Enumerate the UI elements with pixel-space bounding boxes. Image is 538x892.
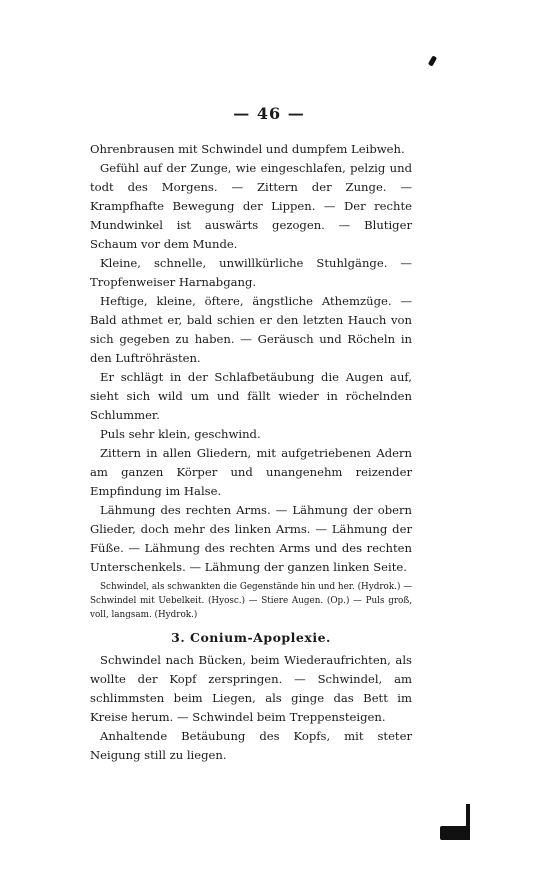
paragraph: Anhaltende Betäubung des Kopfs, mit steter Neigung still zu liegen. xyxy=(90,729,412,762)
page-edge-mark xyxy=(440,826,470,840)
section-heading: 3. Conium-Apoplexie. xyxy=(171,630,331,645)
paragraph: Puls sehr klein, geschwind. xyxy=(100,427,261,441)
page-edge-mark xyxy=(466,804,470,828)
footnote-observations: Schwindel, als schwankten die Gegenstände hin und her. (Hydrok.) — Schwindel mit Uebelkeit. (Hyosc.) — Stiere Augen. (Op.) — Puls groß, voll, langsam. (Hydrok.) xyxy=(90,582,412,620)
paragraph: Lähmung des rechten Arms. — Lähmung der obern Glieder, doch mehr des linken Arms. — Lähmung der Füße. — Lähmung des rechten Arms und des rechten Unterschenkels. — Lähmung der ganzen linken Seite. xyxy=(90,503,412,574)
ink-mark xyxy=(428,55,437,66)
paragraph: Schwindel nach Bücken, beim Wiederaufrichten, als wollte der Kopf zerspringen. — Schwindel, am schlimmsten beim Liegen, als ginge das Bett im Kreise herum. — Schwindel beim Treppensteigen. xyxy=(90,653,412,724)
paragraph: Kleine, schnelle, unwillkürliche Stuhlgänge. — Tropfenweiser Harnabgang. xyxy=(90,256,412,289)
paragraph: Er schlägt in der Schlafbetäubung die Augen auf, sieht sich wild um und fällt wieder in röchelnden Schlummer. xyxy=(90,370,412,422)
page-number: — 46 — xyxy=(233,104,305,123)
page-body xyxy=(90,140,412,765)
paragraph: Zittern in allen Gliedern, mit aufgetriebenen Adern am ganzen Körper und unangenehm reizender Empfindung im Halse. xyxy=(90,446,412,498)
paragraph: Heftige, kleine, öftere, ängstliche Athemzüge. — Bald athmet er, bald schien er den letzten Hauch von sich gegeben zu haben. — Geräusch und Röcheln in den Luftröhrästen. xyxy=(90,294,412,365)
paragraph: Gefühl auf der Zunge, wie eingeschlafen, pelzig und todt des Morgens. — Zittern der Zunge. — Krampfhafte Bewegung der Lippen. — Der rechte Mundwinkel ist auswärts gezogen. — Blutiger Schaum vor dem Munde. xyxy=(90,161,412,251)
paragraph: Ohrenbrausen mit Schwindel und dumpfem Leibweh. xyxy=(90,142,405,156)
